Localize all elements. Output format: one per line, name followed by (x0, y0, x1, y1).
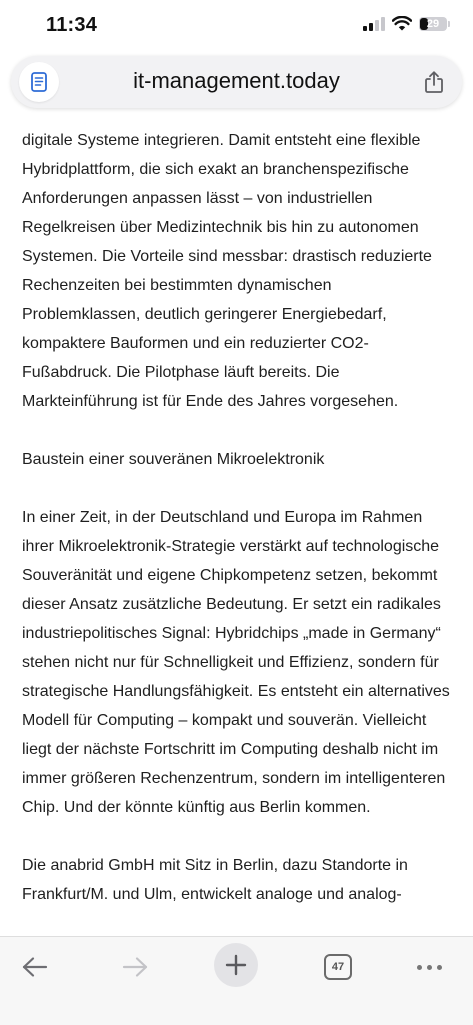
tabs-icon: 47 (324, 954, 352, 980)
address-bar[interactable] (11, 56, 462, 108)
share-icon (423, 70, 445, 94)
reader-button[interactable] (19, 62, 59, 102)
back-arrow-icon (21, 956, 49, 978)
status-time: 11:34 (46, 14, 98, 36)
article-paragraph: In einer Zeit, in der Deutschland und Europa im Rahmen ihrer Mikroelektronik-Strategie verstärkt auf technologische Souveränität und eigene Chipkompetenz setzen, bekommt dieser Ansatz zusätzliche Bedeutung. Er setzt ein radikales industriepolitisches Signal: Hybridchips „made in Germany“ stehen nicht nur für Schnelligkeit und Effizienz, sondern für strategische Handlungsfähigkeit. Es entsteht ein alternatives Modell für Computing – kompakt und souverän. Vielleicht liegt der nächste Fortschritt im Computing deshalb nicht im immer größeren Rechenzentrum, sondern im intelligenteren Chip. Und der könnte künftig aus Berlin kommen. (22, 509, 450, 816)
tabs-button[interactable] (316, 945, 360, 989)
article-paragraph: Die anabrid GmbH mit Sitz in Berlin, dazu Standorte in Frankfurt/M. und Ulm, entwickelt analoge und analog- (22, 857, 408, 903)
forward-arrow-icon (121, 956, 149, 978)
url-text[interactable]: it-management.today (133, 68, 340, 93)
forward-button[interactable] (113, 945, 157, 989)
more-button[interactable] (407, 945, 451, 989)
status-bar (0, 0, 473, 50)
article-paragraph: digitale Systeme integrieren. Damit entsteht eine flexible Hybridplattform, die sich exakt an branchenspezifische Anforderungen anpassen lässt – von industriellen Regelkreisen über Medizintechnik bis hin zu autonomen Systemen. Die Vorteile sind messbar: drastisch reduzierte Rechenzeiten bei bestimmten dynamischen Problemklassen, deutlich geringerer Energiebedarf, kompaktere Bauformen und ein reduzierter CO2-Fußabdruck. Die Pilotphase läuft bereits. Die Markteinführung ist für Ende des Jahres vorgesehen. (22, 132, 432, 410)
new-tab-button[interactable] (214, 943, 258, 987)
article-subheading: Baustein einer souveränen Mikroelektronik (22, 451, 325, 468)
back-button[interactable] (13, 945, 57, 989)
share-button[interactable] (418, 66, 450, 98)
battery-level: 29 (426, 17, 440, 30)
bottom-toolbar (0, 936, 473, 1025)
more-icon (417, 965, 442, 970)
status-indicators (363, 16, 447, 31)
battery-icon (419, 17, 447, 31)
reader-icon (30, 71, 48, 93)
wifi-icon (392, 16, 412, 31)
cellular-signal-icon (363, 17, 385, 31)
plus-icon (225, 954, 247, 976)
article-content (22, 126, 452, 936)
